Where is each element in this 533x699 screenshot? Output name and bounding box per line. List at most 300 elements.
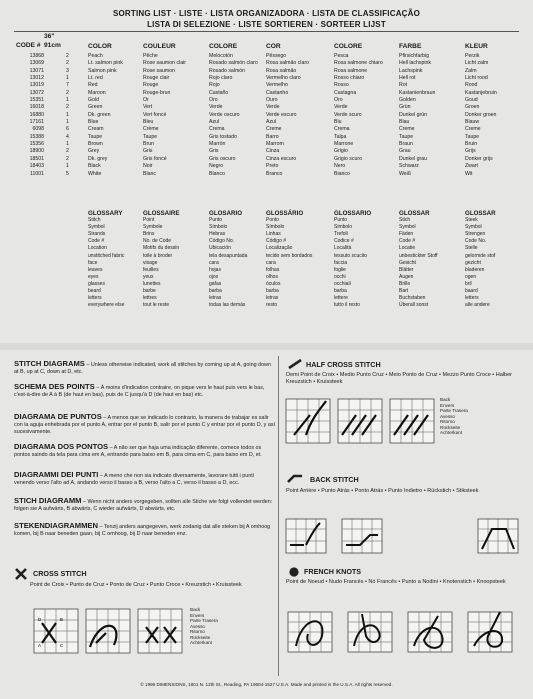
- cross-stitch-x-icon: [14, 567, 28, 581]
- glossary-term: resto: [266, 302, 278, 309]
- color-name: Pêssego: [266, 53, 287, 59]
- glossary-term: ojos: [209, 273, 219, 280]
- length-header-bottom: 91cm: [44, 42, 61, 49]
- color-name: Verde escuro: [266, 111, 297, 118]
- diagram-paragraph-text: – A meno che non sia indicato diversamente, lavorare tutti i punti venendo verso l'alto ad A, andando verso il basso a B, verso l'alto a C, verso il basso a D, ecc.: [14, 473, 254, 487]
- color-name: Oro: [334, 97, 343, 104]
- color-column: [266, 42, 309, 178]
- color-name: Rojo: [209, 82, 220, 89]
- back-stitch-title: BACK STITCH: [310, 475, 359, 484]
- glossary-header: GLOSSÁRIO: [266, 210, 304, 217]
- back-label: Back: [440, 397, 451, 402]
- color-name: Bruin: [465, 141, 478, 148]
- glossary-term: letras: [209, 295, 222, 302]
- glossary-term: Simbolo: [334, 224, 353, 231]
- color-name: Rouge: [143, 82, 159, 89]
- color-name: Marrom: [266, 141, 284, 148]
- glossary-term: unstitched fabric: [88, 252, 125, 259]
- diagram-paragraph-title: SCHEMA DES POINTS: [14, 382, 95, 391]
- color-name: Azul: [209, 119, 220, 126]
- color-name: Rosado salmón claro: [209, 60, 258, 67]
- color-name: Rood: [465, 82, 478, 89]
- back-label: Envers: [440, 402, 455, 408]
- color-name: Grigio: [334, 148, 348, 155]
- glossary-term: Ubicación: [209, 245, 231, 252]
- color-name: Rouge-brun: [143, 89, 171, 96]
- color-name: Creme: [465, 126, 481, 133]
- glossary-term: letters: [465, 295, 479, 302]
- glossary-term: tecido sem bordados: [266, 252, 313, 259]
- cross-stitch-title: CROSS STITCH: [33, 569, 87, 578]
- diagram-paragraph-title: DIAGRAMA DE PUNTOS: [14, 412, 102, 421]
- color-name: Braun: [399, 141, 413, 148]
- length-item: 7: [66, 82, 69, 89]
- color-column-header: COLOR: [88, 43, 112, 50]
- color-column-header: COULEUR: [143, 43, 176, 50]
- french-knot-icon: [288, 566, 300, 578]
- back-label: Envers: [190, 612, 205, 618]
- glossary-term: faccia: [334, 259, 348, 266]
- glossary-term: barba: [266, 288, 279, 295]
- color-name: Rosso: [334, 82, 349, 89]
- glossary-term: Punto: [209, 217, 223, 224]
- glossary-term: Símbolo: [209, 224, 228, 231]
- code-item: 15388: [29, 133, 44, 140]
- vertical-divider: [278, 356, 279, 676]
- code-item: 11001: [29, 170, 44, 177]
- back-label: Rückseite: [440, 424, 461, 430]
- length-item: 5: [66, 170, 69, 177]
- glossary-header: GLOSSAR: [399, 210, 430, 217]
- color-name: Oro: [209, 97, 218, 104]
- color-name: Gris tostado: [209, 133, 237, 140]
- diagram-paragraph: [14, 471, 276, 487]
- length-item: 2: [66, 155, 69, 162]
- glossary-term: bladeren: [465, 266, 485, 273]
- color-name: Castagna: [334, 89, 357, 96]
- color-name: Gris foncé: [143, 155, 167, 162]
- color-name: Branco: [266, 170, 283, 177]
- glossary-term: eyes: [88, 273, 99, 280]
- glossary-term: alle andere: [465, 302, 490, 309]
- color-name: Gris: [209, 148, 219, 155]
- color-column: [209, 42, 258, 178]
- color-name: Dk. grey: [88, 155, 108, 162]
- glossary-term: tutto il resto: [334, 302, 360, 309]
- code-item: 16018: [29, 104, 44, 111]
- glossary-term: Motifs du dessin: [143, 245, 180, 252]
- color-name: Crema: [334, 126, 350, 133]
- glossary-term: Ponto: [266, 217, 280, 224]
- glossary-term: Hebras: [209, 231, 226, 238]
- glossary-column: [334, 210, 371, 309]
- code-item: 13019: [29, 82, 44, 89]
- glossary-header: GLOSSARY: [88, 210, 123, 217]
- color-name: Creme: [266, 126, 282, 133]
- french-knots-title: FRENCH KNOTS: [304, 567, 362, 576]
- color-name: Grau: [399, 148, 411, 155]
- diagram-paragraph: [14, 497, 276, 513]
- color-name: Verde: [334, 104, 348, 111]
- half-cross-diagram: [286, 397, 436, 449]
- glossary-header: GLOSSAR: [465, 210, 496, 217]
- glossary-term: folhas: [266, 266, 280, 273]
- color-column: [399, 42, 435, 178]
- glossary-term: Location: [88, 245, 107, 252]
- glossary-term: Code No.: [465, 238, 487, 245]
- glossary-term: Strands: [88, 231, 106, 238]
- color-name: Zwart: [465, 163, 478, 170]
- back-label: Achterkant: [190, 640, 212, 645]
- glossary-term: Símbolo: [266, 224, 285, 231]
- glossary-term: Stelle: [465, 245, 478, 252]
- code-item: 18501: [29, 155, 44, 162]
- back-label: Rückseite: [190, 634, 211, 640]
- code-header: CODE #: [16, 42, 41, 49]
- glossary-term: everywhere else: [88, 302, 125, 309]
- glossary-term: Stich: [399, 217, 411, 224]
- color-name: Castaño: [209, 89, 229, 96]
- color-name: Pesca: [334, 53, 349, 59]
- length-item: 6: [66, 126, 69, 133]
- color-name: Gold: [88, 97, 99, 104]
- code-item: 18900: [29, 148, 44, 155]
- glossary-term: gafas: [209, 280, 222, 287]
- color-name: Crème: [143, 126, 159, 133]
- page-fold: [0, 343, 533, 350]
- glossary-term: foglie: [334, 266, 346, 273]
- glossary-term: barba: [209, 288, 222, 295]
- glossary-term: yeux: [143, 273, 154, 280]
- glossary-header: GLOSSAIRE: [143, 210, 180, 217]
- code-item: 13868: [29, 53, 44, 59]
- glossary-term: cara: [209, 259, 219, 266]
- color-name: Red: [88, 82, 98, 89]
- glossary-term: lettere: [334, 295, 348, 302]
- glossary-term: glasses: [88, 280, 105, 287]
- color-name: White: [88, 170, 102, 177]
- color-name: Zalm: [465, 67, 477, 74]
- color-column: [143, 42, 186, 178]
- length-item: 1: [66, 141, 69, 148]
- glossary-term: Überall sonst: [399, 302, 429, 309]
- glossary-term: Localização: [266, 245, 293, 252]
- glossary-term: Stitch: [88, 217, 101, 224]
- glossary-term: unbestickter Stoff: [399, 252, 438, 259]
- diagram-paragraph-title: STITCH DIAGRAMS: [14, 359, 85, 368]
- glossary-term: occhi: [334, 273, 346, 280]
- length-item: 1: [66, 97, 69, 104]
- cross-stitch-back-labels: [190, 607, 218, 646]
- color-name: Goud: [465, 97, 478, 104]
- color-name: Verde: [266, 104, 280, 111]
- length-item: 3: [66, 67, 69, 74]
- color-name: Talpa: [334, 133, 347, 140]
- glossary-term: No. de Code: [143, 238, 172, 245]
- sorting-list-title-line2: LISTA DI SELEZIONE · LISTE SORTIEREN · SORTEER LIJST: [147, 20, 386, 29]
- svg-text:B: B: [60, 617, 64, 622]
- glossary-column: [88, 210, 124, 309]
- color-name: Cinza: [266, 148, 280, 155]
- glossary-term: feuilles: [143, 266, 159, 273]
- color-name: Barro: [266, 133, 279, 140]
- diagram-paragraph-text: – Wenn nicht anders vorgegeben, sollten alle Stiche wie folgt vollendet werden: folgen sie A aufwärts, B abwärts, C wieder aufwärts, D abwärts, etc.: [14, 499, 273, 513]
- glossary-column: [266, 210, 312, 309]
- color-name: Licht rood: [465, 75, 488, 82]
- glossary-term: leaves: [88, 266, 103, 273]
- glossary-term: Augen: [399, 273, 414, 280]
- glossary-column: [143, 210, 179, 309]
- glossary-term: Steek: [465, 217, 478, 224]
- back-label: Ritorno: [190, 629, 205, 634]
- glossary-term: olhos: [266, 273, 278, 280]
- color-name: Taupe: [465, 133, 480, 140]
- color-name: Brown: [88, 141, 103, 148]
- back-stitch-icon: [287, 474, 303, 484]
- diagram-paragraph: [14, 522, 276, 538]
- color-column-header: COLORE: [334, 43, 363, 50]
- color-name: Golden: [399, 97, 416, 104]
- color-name: Grey: [88, 148, 100, 155]
- glossary-term: tela desapuntada: [209, 252, 248, 259]
- color-name: Salmon pink: [88, 67, 117, 74]
- glossary-term: gelormde stof: [465, 252, 496, 259]
- color-name: Kastanjebruin: [465, 89, 497, 96]
- color-name: Blue: [88, 119, 99, 126]
- color-column-header: COLORE: [209, 43, 238, 50]
- color-name: Rojo claro: [209, 75, 233, 82]
- glossary-term: ogen: [465, 273, 477, 280]
- color-name: Melocotón: [209, 53, 233, 59]
- color-name: Rose saumon clair: [143, 60, 186, 67]
- glossary-term: hojas: [209, 266, 221, 273]
- color-name: Donker grijs: [465, 155, 493, 162]
- diagram-paragraph-text: – Unless otherwise indicated, work all stitches by coming up at A, going down at B, up at C, down at D, etc.: [14, 362, 271, 376]
- color-name: Perzik: [465, 53, 480, 59]
- glossary-term: face: [88, 259, 98, 266]
- diagram-paragraph-text: – Tenzij anders aangegeven, werk zodanig dat alle steken bij A omhoog komen, bij B naar beneden gaan, bij C omhoog, bij D naar beneden enz.: [14, 524, 271, 538]
- color-name: Noir: [143, 163, 153, 170]
- length-item: 2: [66, 53, 69, 59]
- color-name: Blauw: [465, 119, 480, 126]
- glossary-term: todas las demás: [209, 302, 246, 309]
- back-stitch-names: Point Arrière • Punto Atrás • Ponto Atrás • Punto Indietro • Rückstich • Stiksteek: [286, 488, 479, 494]
- glossary-column: [209, 210, 247, 309]
- color-name: Schwarz: [399, 163, 419, 170]
- length-item: 2: [66, 60, 69, 67]
- color-name: Verde scuro: [334, 111, 362, 118]
- color-name: Peach: [88, 53, 103, 59]
- color-name: Taupe: [88, 133, 103, 140]
- color-name: Verde: [209, 104, 223, 111]
- length-item: 1: [66, 111, 69, 118]
- glossary-term: Symbol: [88, 224, 105, 231]
- glossary-term: Symbol: [399, 224, 416, 231]
- half-cross-back-labels: [440, 397, 468, 436]
- half-cross-icon: [287, 358, 303, 370]
- glossary-column: [399, 210, 438, 309]
- glossary-term: gezicht: [465, 259, 481, 266]
- color-name: Vermelho claro: [266, 75, 301, 82]
- diagram-paragraph: [14, 383, 276, 399]
- code-item: 13069: [29, 60, 44, 67]
- color-name: Dk. green: [88, 111, 111, 118]
- glossary-term: tout le reste: [143, 302, 170, 309]
- color-name: Brun: [143, 141, 154, 148]
- color-name: Gris oscuro: [209, 155, 236, 162]
- cross-stitch-names: Point de Croix • Punto de Cruz • Ponto de Cruz • Punto Croce • Kreuzstich • Kruissteek: [30, 582, 242, 588]
- back-label: Back: [190, 607, 201, 612]
- color-name: Blu: [334, 119, 342, 126]
- color-name: Lt. red: [88, 75, 103, 82]
- glossary-term: Trefoli: [334, 231, 348, 238]
- code-item: 13012: [29, 75, 44, 82]
- diagram-paragraph-title: STEKENDIAGRAMMEN: [14, 521, 98, 530]
- glossary-term: lunettes: [143, 280, 161, 287]
- diagram-paragraph: [14, 443, 276, 459]
- color-name: Negro: [209, 163, 224, 170]
- color-name: Bleu: [143, 119, 154, 126]
- glossary-term: lettres: [143, 295, 157, 302]
- back-label: Parte Trasera: [190, 618, 218, 623]
- code-item: 16880: [29, 111, 44, 118]
- color-name: Rot: [399, 82, 408, 89]
- length-item: 4: [66, 133, 69, 140]
- svg-text:A: A: [38, 643, 42, 648]
- back-stitch-diagram: [286, 517, 524, 557]
- code-item: 6098: [32, 126, 44, 133]
- color-name: Verde oscuro: [209, 111, 240, 118]
- color-name: Nero: [334, 163, 346, 170]
- glossary-term: Bart: [399, 288, 409, 295]
- color-name: Black: [88, 163, 101, 170]
- color-name: Marrone: [334, 141, 354, 148]
- color-name: Vert foncé: [143, 111, 167, 118]
- glossary-term: Linhas: [266, 231, 281, 238]
- color-column: [88, 42, 123, 178]
- color-name: Kastanienbraun: [399, 89, 436, 96]
- glossary-term: Codice #: [334, 238, 354, 245]
- glossary-term: Buchstaben: [399, 295, 426, 302]
- color-name: Weiß: [399, 170, 412, 177]
- glossary-term: letters: [88, 295, 102, 302]
- glossary-term: Blätter: [399, 266, 414, 273]
- color-name: Grigio scuro: [334, 155, 362, 162]
- color-column-header: COR: [266, 43, 281, 50]
- glossary-column: [465, 210, 496, 309]
- color-name: Licht zalm: [465, 60, 489, 67]
- svg-text:D: D: [38, 617, 42, 622]
- color-name: Pêche: [143, 53, 158, 59]
- color-name: Dunkel grau: [399, 155, 427, 162]
- back-label: Avesso: [440, 413, 455, 419]
- glossary-term: Symbole: [143, 224, 163, 231]
- length-item: 2: [66, 148, 69, 155]
- color-name: Groen: [465, 104, 480, 111]
- color-name: Rosso chiaro: [334, 75, 365, 82]
- color-name: Rouge clair: [143, 75, 170, 82]
- glossary-term: visage: [143, 259, 158, 266]
- length-column: [66, 53, 69, 178]
- half-cross-title: HALF CROSS STITCH: [306, 360, 381, 369]
- length-item: 1: [66, 119, 69, 126]
- color-name: Dunkel grün: [399, 111, 427, 118]
- color-name: Rosa salmone: [334, 67, 368, 74]
- color-column-header: FARBE: [399, 43, 422, 50]
- color-name: Or: [143, 97, 149, 104]
- code-item: 17161: [29, 119, 44, 126]
- glossary-term: Località: [334, 245, 352, 252]
- color-name: Rosa salmão: [266, 67, 297, 74]
- color-name: Taupe: [399, 133, 414, 140]
- glossary-term: barbe: [143, 288, 156, 295]
- sorting-list-title-line1: SORTING LIST · LISTE · LISTA ORGANIZADORA · LISTA DE CLASSIFICAÇÃO: [112, 9, 421, 18]
- color-name: Marrón: [209, 141, 226, 148]
- diagram-paragraph-title: DIAGRAMA DOS PONTOS: [14, 442, 109, 451]
- glossary-term: tessuto scucito: [334, 252, 368, 259]
- glossary-term: Brins: [143, 231, 155, 238]
- diagram-paragraph-text: – A não ser que haja uma indicação diferente, comece todos os pontos saindo da tela para cima em A, entrando para baixo em B, para cima em C, para baixo em D, et.: [14, 445, 262, 459]
- diagram-paragraph: [14, 360, 276, 376]
- glossary-term: letras: [266, 295, 279, 302]
- glossary-header: GLOSARIO: [209, 210, 243, 217]
- cross-stitch-diagram: [34, 607, 186, 659]
- diagram-paragraph: [14, 413, 276, 437]
- diagram-paragraph-title: DIAGRAMMI DEI PUNTI: [14, 470, 99, 479]
- glossary-term: Brille: [399, 280, 411, 287]
- color-name: Vermelho: [266, 82, 288, 89]
- color-name: Rosa salmão claro: [266, 60, 309, 67]
- back-label: Parte Trasera: [440, 408, 468, 413]
- color-name: Preto: [266, 163, 279, 170]
- color-name: Blanco: [209, 170, 225, 177]
- color-name: Rose saumon: [143, 67, 176, 74]
- diagram-paragraph-text: – A menos que se indicado lo contrario, la manera de trabajar es salir con la aguja enhebrada por el punto A, entrar por el punto B, salir por el punto C y entrar por el punto D, y así sucesivamente.: [14, 415, 276, 436]
- length-item: 2: [66, 104, 69, 111]
- half-cross-names: Demi Point de Croix • Medio Punto Cruz • Meio Ponto de Cruz • Mezzo Punto Croce • Halber Kreuzstich • Kruissteek: [286, 372, 512, 386]
- color-name: Creme: [399, 126, 415, 133]
- color-name: Cream: [88, 126, 104, 133]
- glossary-term: Fäden: [399, 231, 414, 238]
- french-knots-names: Point de Noeud • Nudo Francés • Nó Francês • Punto a Nodini • Knotenstich • Knoopsteek: [286, 579, 506, 585]
- color-name: Taupe: [143, 133, 158, 140]
- glossary-term: bril: [465, 280, 472, 287]
- back-label: Ritorno: [440, 419, 455, 424]
- code-item: 15356: [29, 141, 44, 148]
- color-name: Donker groen: [465, 111, 497, 118]
- french-knots-diagram: [288, 606, 524, 664]
- glossary-term: Gesicht: [399, 259, 416, 266]
- color-name: Gris: [143, 148, 153, 155]
- color-column-header: KLEUR: [465, 43, 488, 50]
- code-item: 15351: [29, 97, 44, 104]
- code-item: 18403: [29, 163, 44, 170]
- glossary-term: Symbol: [465, 224, 482, 231]
- back-label: Achterkant: [440, 430, 462, 435]
- code-column: [20, 53, 44, 178]
- glossary-header: GLOSSARIO: [334, 210, 372, 217]
- color-name: Bianco: [334, 170, 350, 177]
- length-item: 2: [66, 89, 69, 96]
- glossary-term: occhiali: [334, 280, 351, 287]
- color-name: Castanho: [266, 89, 289, 96]
- color-name: Azul: [266, 119, 277, 126]
- glossary-term: cara: [266, 259, 276, 266]
- svg-text:C: C: [60, 643, 64, 648]
- color-name: Lachspink: [399, 67, 423, 74]
- glossary-term: baard: [465, 288, 478, 295]
- glossary-term: toile à broder: [143, 252, 173, 259]
